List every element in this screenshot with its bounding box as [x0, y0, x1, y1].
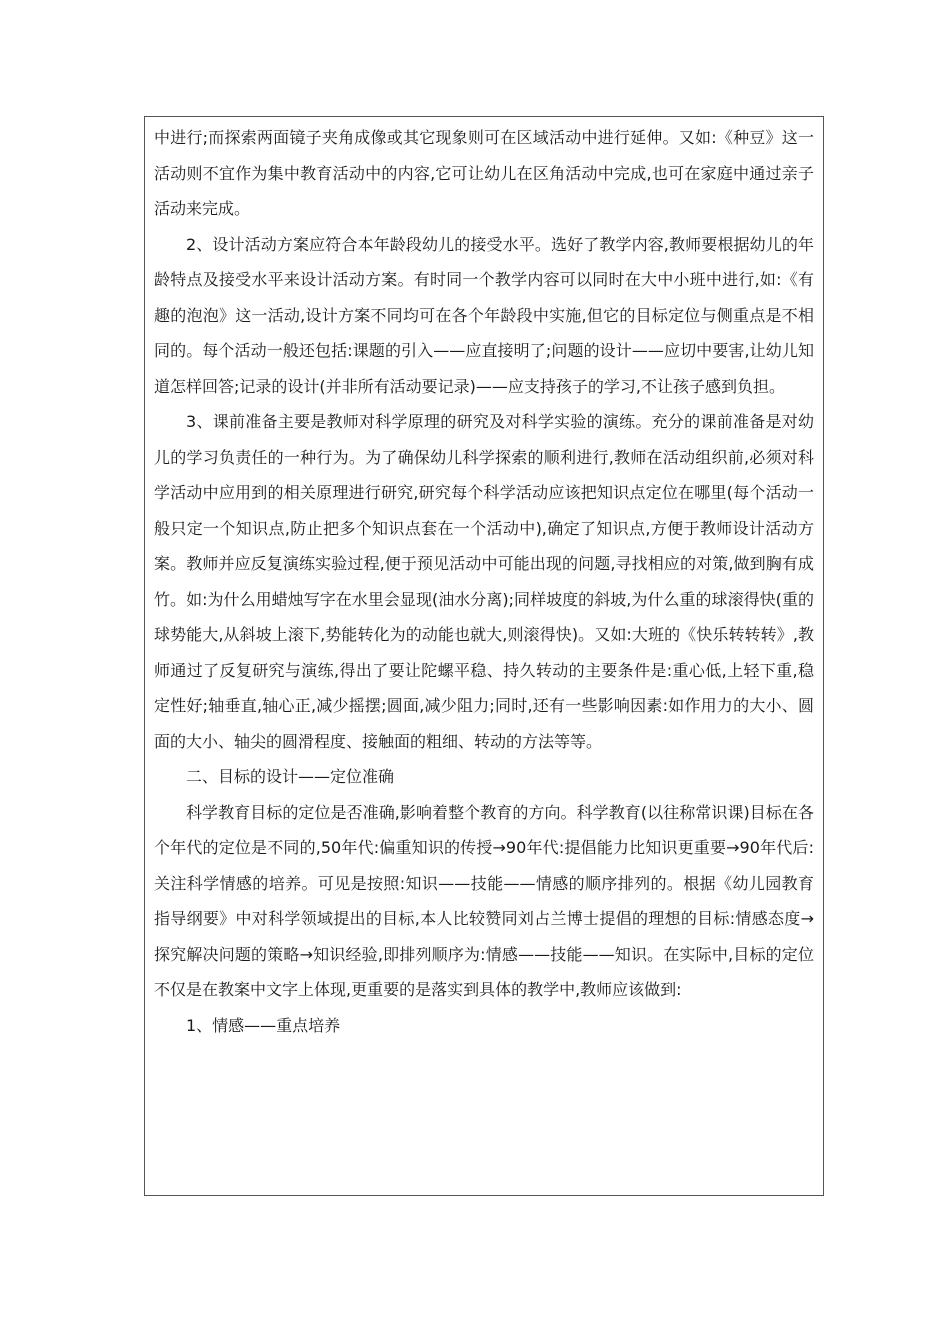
paragraph-item-3: 3、课前准备主要是教师对科学原理的研究及对科学实验的演练。充分的课前准备是对幼儿的学习负责任的一种行为。为了确保幼儿科学探索的顺利进行,教师在活动组织前,必须对科学活动中应用到的相关原理进行研究,研究每个科学活动应该把知识点定位在哪里(每个活动一般只定一个知识点,防止把多个知识点套在一个活动中),确定了知识点,方便于教师设计活动方案。教师并应反复演练实验过程,便于预见活动中可能出现的问题,寻找相应的对策,做到胸有成竹。如:为什么用蜡烛写字在水里会显现(油水分离);同样坡度的斜坡,为什么重的球滚得快(重的球势能大,从斜坡上滚下,势能转化为的动能也就大,则滚得快)。又如:大班的《快乐转转转》,教师通过了反复研究与演练,得出了要让陀螺平稳、持久转动的主要条件是:重心低,上轻下重,稳定性好;轴垂直,轴心正,减少摇摆;圆面,减少阻力;同时,还有一些影响因素:如作用力的大小、圆面的大小、轴尖的圆滑程度、接触面的粗细、转动的方法等等。	[154, 412, 814, 751]
paragraph-continuation: 中进行;而探索两面镜子夹角成像或其它现象则可在区域活动中进行延伸。又如:《种豆》这一活动则不宜作为集中教育活动中的内容,它可让幼儿在区角活动中完成,也可在家庭中通过亲子活动来完成。	[154, 128, 814, 218]
subheading-emotion: 1、情感——重点培养	[186, 1015, 341, 1035]
paragraph-item-2: 2、设计活动方案应符合本年龄段幼儿的接受水平。选好了教学内容,教师要根据幼儿的年龄特点及接受水平来设计活动方案。有时同一个教学内容可以同时在大中小班中进行,如:《有趣的泡泡》这一活动,设计方案不同均可在各个年龄段中实施,但它的目标定位与侧重点是不相同的。每个活动一般还包括:课题的引入——应直接明了;问题的设计——应切中要害,让幼儿知道怎样回答;记录的设计(并非所有活动要记录)——应支持孩子的学习,不让孩子感到负担。	[154, 234, 814, 396]
section-heading-goal-design: 二、目标的设计——定位准确	[186, 767, 395, 786]
document-body	[154, 120, 814, 1043]
paragraph-goal-positioning: 科学教育目标的定位是否准确,影响着整个教育的方向。科学教育(以往称常识课)目标在各个年代的定位是不同的,50年代:偏重知识的传授→90年代:提倡能力比知识更重要→90年代后:关注科学情感的培养。可见是按照:知识——技能——情感的顺序排列的。根据《幼儿园教育指导纲要》中对科学领域提出的目标,本人比较赞同刘占兰博士提倡的理想的目标:情感态度→探究解决问题的策略→知识经验,即排列顺序为:情感——技能——知识。在实际中,目标的定位不仅是在教案中文字上体现,更重要的是落实到具体的教学中,教师应该做到:	[154, 802, 814, 999]
